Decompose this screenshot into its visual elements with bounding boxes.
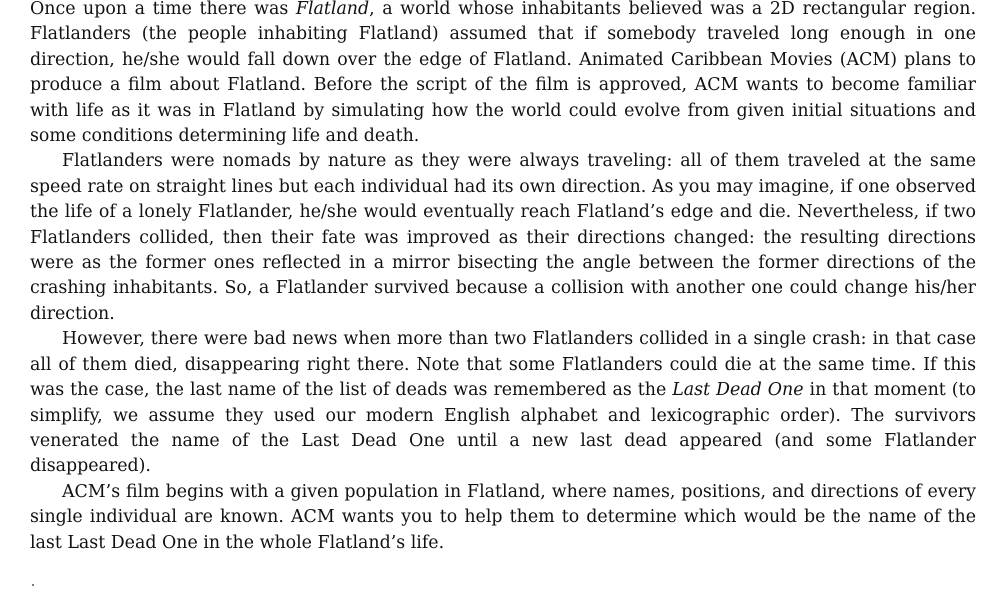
italic-term-flatland: Flatland	[295, 0, 370, 19]
text-segment: However, there were bad news when more than two Flatlanders collided in a single crash: in that case all of them died, disappearing right there. Note that some Flatlanders could die at the same time. If this was the case, the last name of the list of deads was remembered as the	[30, 329, 976, 401]
paragraph-task	[30, 480, 976, 556]
paragraph-nomads	[30, 149, 976, 327]
text-segment: in that moment (to simplify, we assume they used our modern English alphabet and lexicographic order). The survivors venerated the name of the Last Dead One until a new last dead appeared (and some Flatlander disappeared).	[30, 380, 976, 477]
italic-term-last-dead-one: Last Dead One	[672, 380, 804, 401]
stray-mark	[32, 584, 34, 586]
text-segment: ACM’s film begins with a given population in Flatland, where names, positions, and directions of every single individual are known. ACM wants you to help them to determine which would be the name of the last Last Dead One in the whole Flatland’s life.	[30, 481, 976, 553]
paragraph-last-dead-one	[30, 327, 976, 479]
text-segment: Once upon a time there was	[30, 0, 296, 19]
text-segment: , a world whose inhabitants believed was a 2D rectangular region. Flatlanders (the people inhabiting Flatland) assumed that if somebody traveled long enough in one direction, he/she would fall down over the edge of Flatland. Animated Caribbean Movies (ACM) plans to produce a film about Flatland. Before the script of the film is approved, ACM wants to become familiar with life as it was in Flatland by simulating how the world could evolve from given initial situations and some conditions determining life and death.	[30, 0, 976, 147]
text-segment: Flatlanders were nomads by nature as they were always traveling: all of them traveled at the same speed rate on straight lines but each individual had its own direction. As you may imagine, if one observed the life of a lonely Flatlander, he/she would eventually reach Flatland’s edge and die. Nevertheless, if two Flatlanders collided, then their fate was improved as their directions changed: the resulting directions were as the former ones reflected in a mirror bisecting the angle between the former directions of the crashing inhabitants. So, a Flatlander survived because a collision with another one could change his/her direction.	[30, 151, 976, 324]
document-body	[30, 0, 976, 556]
paragraph-intro	[30, 0, 976, 149]
